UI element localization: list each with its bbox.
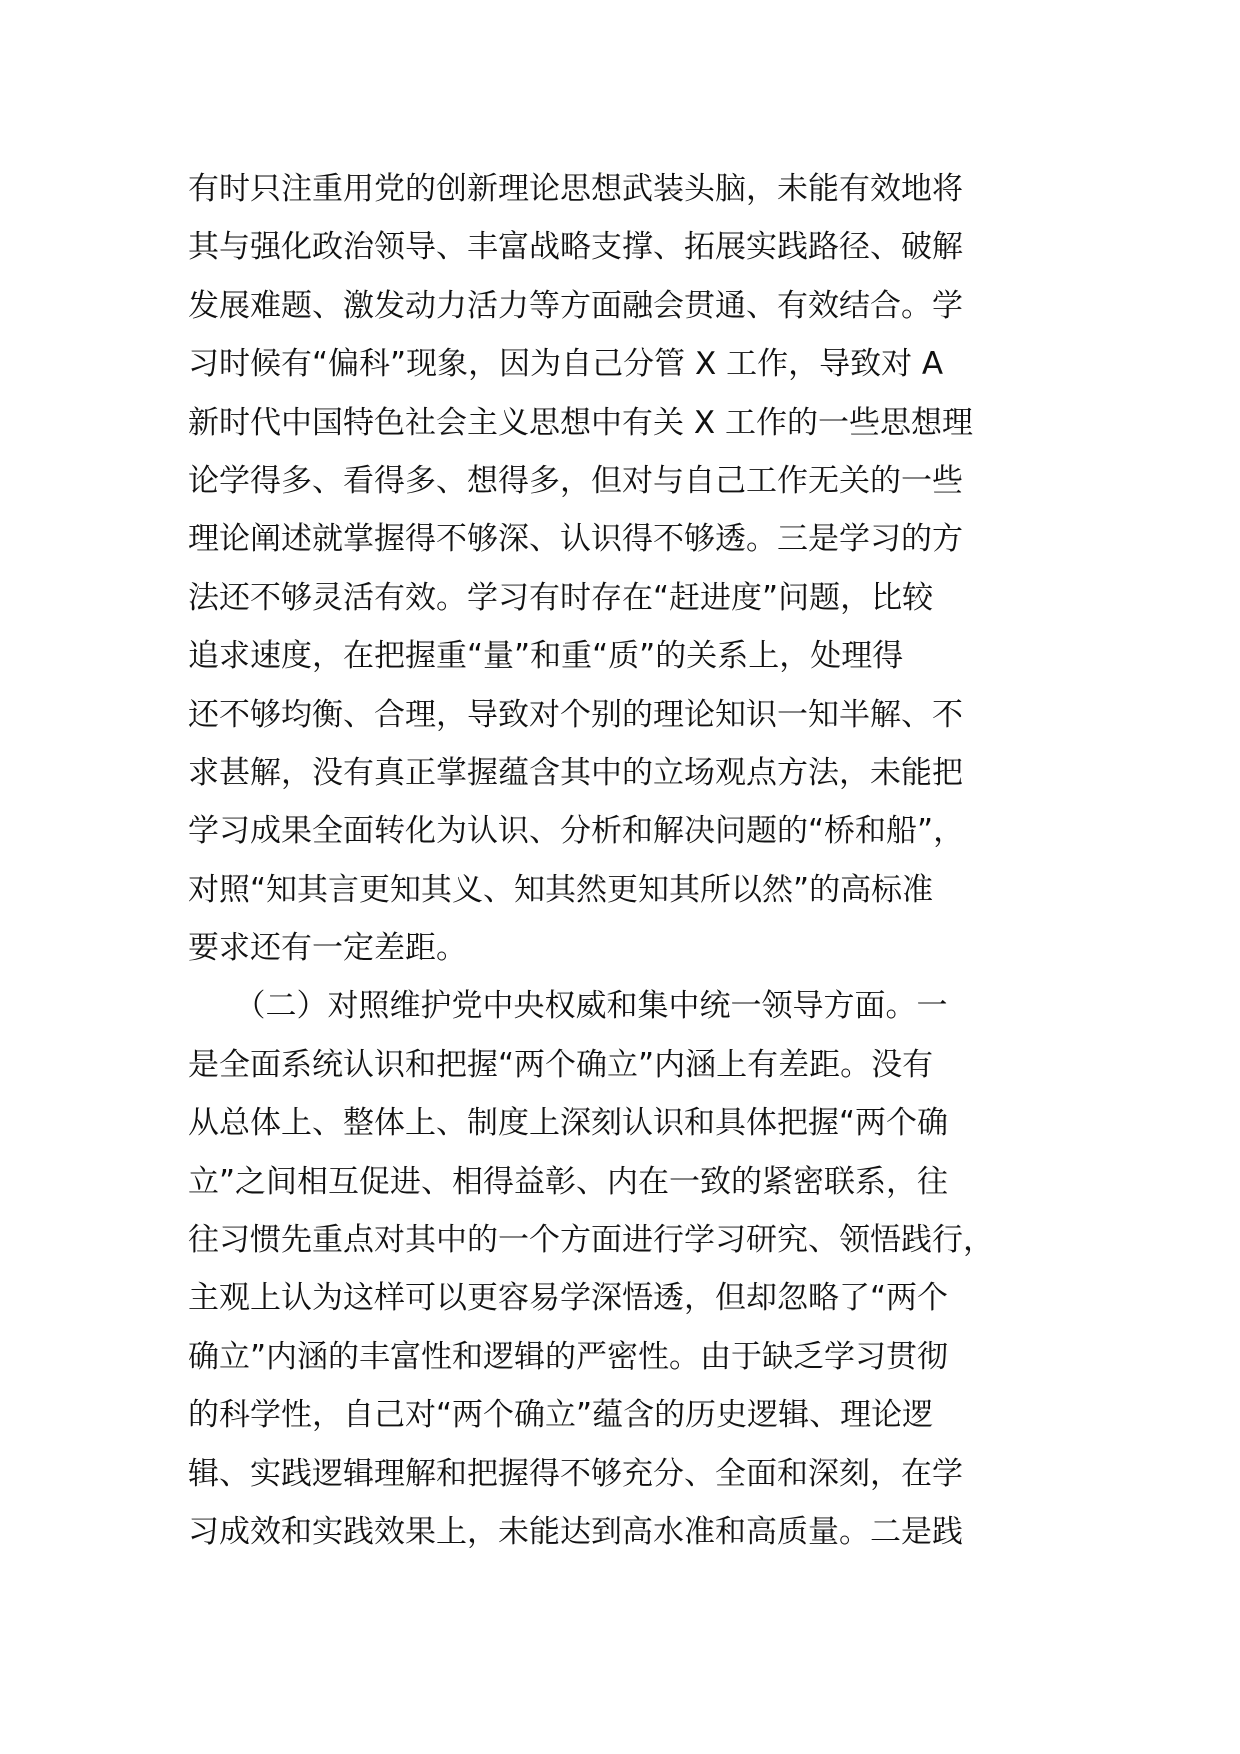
text-line: 确立”内涵的丰富性和逻辑的严密性。由于缺乏学习贯彻 [188, 1338, 949, 1375]
text-line: 学习成果全面转化为认识、分析和解决问题的“桥和船”， [188, 813, 965, 850]
text-line: 从总体上、整体上、制度上深刻认识和具体把握“两个确 [188, 1105, 949, 1142]
body-text [188, 160, 1068, 1561]
text-line: 要求还有一定差距。 [188, 930, 467, 967]
text-line: 求甚解，没有真正掌握蕴含其中的立场观点方法，未能把 [188, 754, 963, 791]
text-line: 往习惯先重点对其中的一个方面进行学习研究、领悟践行， [188, 1222, 994, 1259]
text-line: 还不够均衡、合理，导致对个别的理论知识一知半解、不 [188, 696, 963, 733]
text-line: 习时候有“偏科”现象，因为自己分管 X 工作，导致对 A [188, 346, 944, 383]
text-line: 新时代中国特色社会主义思想中有关 X 工作的一些思想理 [188, 404, 973, 441]
text-line: 追求速度，在把握重“量”和重“质”的关系上，处理得 [188, 638, 904, 675]
text-line: 对照“知其言更知其义、知其然更知其所以然”的高标准 [188, 871, 934, 908]
text-line: 其与强化政治领导、丰富战略支撑、拓展实践路径、破解 [188, 229, 963, 266]
text-line: 理论阐述就掌握得不够深、认识得不够透。三是学习的方 [188, 521, 963, 558]
text-line: 法还不够灵活有效。学习有时存在“赶进度”问题，比较 [188, 579, 934, 616]
text-line: 是全面系统认识和把握“两个确立”内涵上有差距。没有 [188, 1046, 934, 1083]
text-line: 立”之间相互促进、相得益彰、内在一致的紧密联系，往 [188, 1163, 949, 1200]
text-line: 论学得多、看得多、想得多，但对与自己工作无关的一些 [188, 462, 963, 499]
section-heading-line: （二）对照维护党中央权威和集中统一领导方面。一 [188, 988, 948, 1025]
text-line: 有时只注重用党的创新理论思想武装头脑，未能有效地将 [188, 171, 963, 207]
text-line: 习成效和实践效果上，未能达到高水准和高质量。二是践 [188, 1513, 963, 1550]
text-line: 发展难题、激发动力活力等方面融会贯通、有效结合。学 [188, 287, 963, 324]
text-line: 的科学性，自己对“两个确立”蕴含的历史逻辑、理论逻 [188, 1397, 934, 1434]
text-line: 辑、实践逻辑理解和把握得不够充分、全面和深刻，在学 [188, 1455, 963, 1492]
text-line: 主观上认为这样可以更容易学深悟透，但却忽略了“两个 [188, 1280, 949, 1317]
